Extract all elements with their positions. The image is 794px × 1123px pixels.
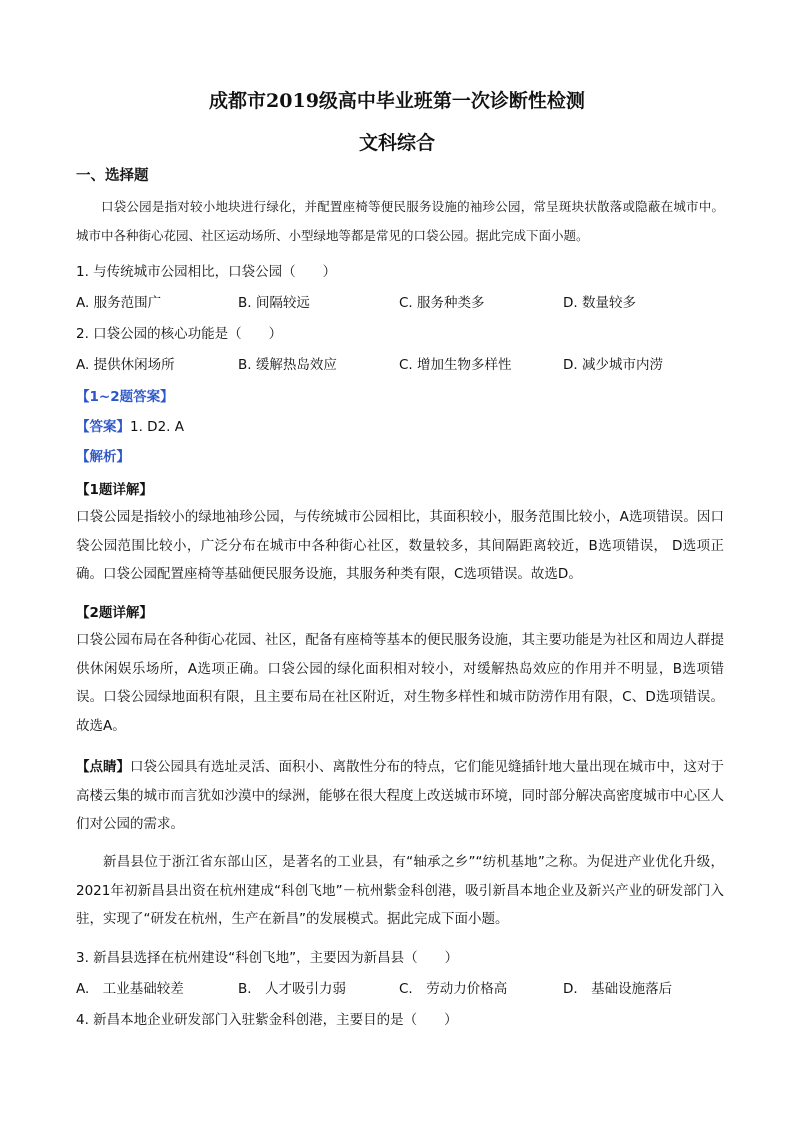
question-4-stem: 4. 新昌本地企业研发部门入驻紫金科创港，主要目的是（ ） [76, 1012, 458, 1028]
section-heading: 一、选择题 [76, 168, 149, 184]
analysis-label: 【解析】 [76, 449, 130, 465]
question-2-option-c: C. 增加生物多样性 [399, 357, 512, 373]
passage-2: 新昌县位于浙江省东部山区，是著名的工业县，有“轴承之乡”“纺机基地”之称。为促进产业优化升级，2021年初新昌县出资在杭州建成“科创飞地”－杭州紫金科创港，吸引新昌本地企业及新兴产业的研发部门入驻，实现了“研发在杭州，生产在新昌”的发展模式。据此完成下面小题。 [76, 854, 724, 927]
question-3-option-d: D. 基础设施落后 [563, 981, 673, 997]
question-2-option-a: A. 提供休闲场所 [76, 357, 175, 373]
document-title: 成都市2019级高中毕业班第一次诊断性检测 [209, 90, 585, 112]
question-3-stem: 3. 新昌县选择在杭州建设“科创飞地”，主要因为新昌县（ ） [76, 950, 459, 966]
document-subtitle: 文科综合 [358, 132, 435, 154]
question-2-stem: 2. 口袋公园的核心功能是（ ） [76, 326, 283, 342]
question-1-option-c: C. 服务种类多 [399, 295, 485, 311]
comment-paragraph [76, 753, 724, 839]
question-3-option-a: A. 工业基础较差 [76, 981, 184, 997]
question-2-option-b: B. 缓解热岛效应 [238, 357, 337, 373]
question-1-option-d: D. 数量较多 [563, 295, 636, 311]
answer-value: 1. D2. A [130, 419, 184, 435]
comment-label: 【点睛】 [76, 759, 130, 775]
question-3-option-b: B. 人才吸引力弱 [238, 981, 347, 997]
question-1-option-b: B. 间隔较远 [238, 295, 310, 311]
answer-group-label: 【1~2题答案】 [76, 389, 174, 405]
detail-2-label: 【2题详解】 [76, 605, 153, 621]
passage-1: 口袋公园是指对较小地块进行绿化，并配置座椅等便民服务设施的袖珍公园，常呈斑块状散落或隐蔽在城市中。城市中各种街心花园、社区运动场所、小型绿地等都是常见的口袋公园。据此完成下面小题。 [76, 199, 724, 243]
answer-label: 【答案】 [76, 419, 130, 435]
answer-line [76, 415, 184, 435]
question-3-option-c: C. 劳动力价格高 [399, 981, 508, 997]
question-1-option-a: A. 服务范围广 [76, 295, 162, 311]
detail-1-text: 口袋公园是指较小的绿地袖珍公园，与传统城市公园相比，其面积较小，服务范围比较小，A选项错误。因口袋公园范围比较小，广泛分布在城市中各种街心社区，数量较多，其间隔距离较近，B选项错误， D选项正确。口袋公园配置座椅等基础便民服务设施，其服务种类有限，C选项错误。故选D。 [76, 509, 724, 582]
detail-1-label: 【1题详解】 [76, 482, 153, 498]
detail-2-text: 口袋公园布局在各种街心花园、社区，配备有座椅等基本的便民服务设施，其主要功能是为社区和周边人群提供休闲娱乐场所，A选项正确。口袋公园的绿化面积相对较小，对缓解热岛效应的作用并不明显，B选项错误。口袋公园绿地面积有限，且主要布局在社区附近，对生物多样性和城市防涝作用有限，C、D选项错误。故选A。 [76, 632, 724, 734]
comment-text: 口袋公园具有选址灵活、面积小、离散性分布的特点，它们能见缝插针地大量出现在城市中，这对于高楼云集的城市而言犹如沙漠中的绿洲，能够在很大程度上改送城市环境，同时部分解决高密度城市中心区人们对公园的需求。 [76, 759, 724, 832]
question-1-stem: 1. 与传统城市公园相比，口袋公园（ ） [76, 264, 337, 280]
question-2-option-d: D. 减少城市内涝 [563, 357, 663, 373]
